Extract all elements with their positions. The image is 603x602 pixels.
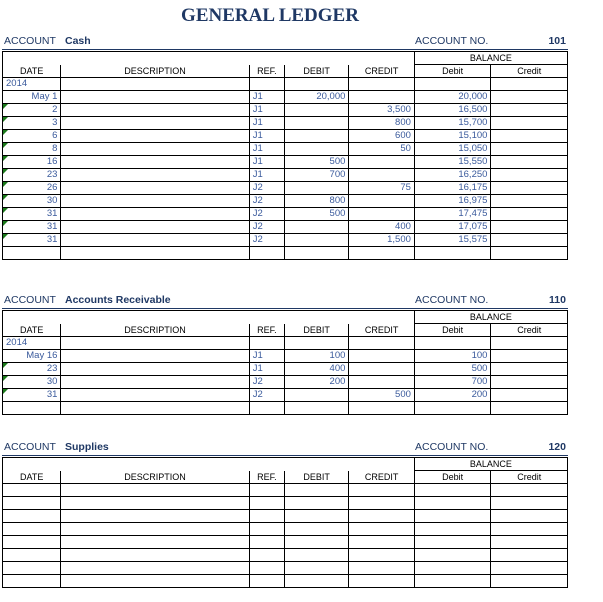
- cell-credit[interactable]: [349, 562, 415, 575]
- ledger-row: [3, 169, 568, 182]
- cell-debit[interactable]: 200: [284, 376, 348, 389]
- cell-debit[interactable]: 100: [284, 350, 348, 363]
- cell-debit[interactable]: 700: [284, 169, 348, 182]
- credit-header: CREDIT: [349, 65, 415, 78]
- cell-bal-debit[interactable]: [414, 523, 491, 536]
- date-header: DATE: [3, 65, 61, 78]
- cell-bal-debit[interactable]: 20,000: [414, 91, 491, 104]
- cell-debit[interactable]: 800: [284, 195, 348, 208]
- debit-header: DEBIT: [284, 65, 348, 78]
- cell-bal-credit[interactable]: [491, 117, 568, 130]
- cell-bal-credit[interactable]: [491, 350, 568, 363]
- cell-desc[interactable]: [61, 389, 249, 402]
- account-number: 110: [549, 294, 566, 306]
- ledger-row: [3, 208, 568, 221]
- cell-ref[interactable]: [249, 484, 284, 497]
- cell-credit[interactable]: [349, 536, 415, 549]
- cell-ref[interactable]: J2: [249, 195, 284, 208]
- cell-desc[interactable]: [61, 247, 249, 260]
- cell-date[interactable]: [3, 247, 61, 260]
- ledger-row: [3, 78, 568, 91]
- cell-credit[interactable]: [349, 376, 415, 389]
- ledger-row: [3, 510, 568, 523]
- ledger-row: [3, 523, 568, 536]
- ledger-row: [3, 156, 568, 169]
- cell-bal-debit[interactable]: [414, 402, 491, 415]
- cell-ref[interactable]: J1: [249, 156, 284, 169]
- account-header: [2, 35, 568, 50]
- cell-bal-credit[interactable]: [491, 497, 568, 510]
- cell-date[interactable]: [3, 523, 61, 536]
- cell-credit[interactable]: [349, 523, 415, 536]
- cell-bal-credit[interactable]: [491, 169, 568, 182]
- cell-bal-credit[interactable]: [491, 376, 568, 389]
- balance-debit-header: Debit: [414, 65, 491, 78]
- description-header: DESCRIPTION: [61, 471, 249, 484]
- cell-desc[interactable]: [61, 562, 249, 575]
- cell-date[interactable]: 2014: [3, 78, 61, 91]
- account-label: ACCOUNT: [4, 441, 56, 453]
- account-no-label: ACCOUNT NO.: [415, 441, 489, 453]
- cell-bal-credit[interactable]: [491, 195, 568, 208]
- cell-credit[interactable]: [349, 575, 415, 588]
- cell-bal-debit[interactable]: [414, 78, 491, 91]
- cell-credit[interactable]: [349, 195, 415, 208]
- ledger-row: [3, 91, 568, 104]
- ledger-row: [3, 182, 568, 195]
- cell-bal-credit[interactable]: [491, 234, 568, 247]
- cell-date[interactable]: May 1: [3, 91, 61, 104]
- header-spacer: [3, 311, 415, 324]
- cell-desc[interactable]: [61, 523, 249, 536]
- cell-debit[interactable]: [284, 247, 348, 260]
- cell-debit[interactable]: [284, 497, 348, 510]
- balance-debit-header: Debit: [414, 324, 491, 337]
- cell-desc[interactable]: [61, 350, 249, 363]
- cell-ref[interactable]: [249, 562, 284, 575]
- cell-desc[interactable]: [61, 78, 249, 91]
- ledger-row: [3, 536, 568, 549]
- cell-date[interactable]: 6: [3, 130, 61, 143]
- cell-credit[interactable]: [349, 350, 415, 363]
- cell-bal-credit[interactable]: [491, 549, 568, 562]
- cell-credit[interactable]: [349, 402, 415, 415]
- cell-date[interactable]: 31: [3, 221, 61, 234]
- cell-credit[interactable]: 400: [349, 221, 415, 234]
- cell-desc[interactable]: [61, 208, 249, 221]
- cell-bal-credit[interactable]: [491, 130, 568, 143]
- cell-bal-debit[interactable]: 15,050: [414, 143, 491, 156]
- cell-date[interactable]: 31: [3, 208, 61, 221]
- cell-date[interactable]: [3, 536, 61, 549]
- cell-bal-credit[interactable]: [491, 143, 568, 156]
- account-name: Accounts Receivable: [65, 294, 171, 306]
- cell-bal-debit[interactable]: [414, 562, 491, 575]
- credit-header: CREDIT: [349, 471, 415, 484]
- cell-desc[interactable]: [61, 497, 249, 510]
- header-spacer: [3, 458, 415, 471]
- account-section-cash: [2, 35, 568, 260]
- cell-bal-credit[interactable]: [491, 484, 568, 497]
- cell-date[interactable]: 2: [3, 104, 61, 117]
- cell-desc[interactable]: [61, 143, 249, 156]
- cell-bal-credit[interactable]: [491, 575, 568, 588]
- cell-bal-credit[interactable]: [491, 337, 568, 350]
- cell-ref[interactable]: [249, 549, 284, 562]
- cell-ref[interactable]: J2: [249, 221, 284, 234]
- cell-ref[interactable]: J1: [249, 363, 284, 376]
- cell-bal-credit[interactable]: [491, 221, 568, 234]
- cell-credit[interactable]: [349, 497, 415, 510]
- cell-credit[interactable]: 500: [349, 389, 415, 402]
- cell-date[interactable]: [3, 402, 61, 415]
- cell-desc[interactable]: [61, 104, 249, 117]
- cell-date[interactable]: 31: [3, 234, 61, 247]
- account-name: Supplies: [65, 441, 109, 453]
- cell-ref[interactable]: J2: [249, 376, 284, 389]
- account-label: ACCOUNT: [4, 294, 56, 306]
- ref-header: REF.: [249, 65, 284, 78]
- cell-credit[interactable]: [349, 91, 415, 104]
- balance-header-row: [3, 458, 568, 471]
- cell-date[interactable]: 16: [3, 156, 61, 169]
- cell-ref[interactable]: [249, 247, 284, 260]
- cell-ref[interactable]: J1: [249, 104, 284, 117]
- ledger-row: [3, 337, 568, 350]
- cell-date[interactable]: [3, 575, 61, 588]
- cell-credit[interactable]: [349, 156, 415, 169]
- date-header: DATE: [3, 471, 61, 484]
- cell-desc[interactable]: [61, 536, 249, 549]
- cell-bal-credit[interactable]: [491, 510, 568, 523]
- cell-debit[interactable]: [284, 78, 348, 91]
- balance-credit-header: Credit: [491, 324, 568, 337]
- cell-credit[interactable]: [349, 549, 415, 562]
- cell-desc[interactable]: [61, 130, 249, 143]
- account-header: [2, 294, 568, 309]
- cell-debit[interactable]: 400: [284, 363, 348, 376]
- cell-ref[interactable]: J1: [249, 130, 284, 143]
- account-section-supplies: [2, 441, 568, 588]
- cell-debit[interactable]: [284, 221, 348, 234]
- ledger-row: [3, 104, 568, 117]
- cell-desc[interactable]: [61, 221, 249, 234]
- cell-ref[interactable]: J2: [249, 389, 284, 402]
- cell-ref[interactable]: J1: [249, 169, 284, 182]
- cell-debit[interactable]: [284, 536, 348, 549]
- cell-desc[interactable]: [61, 117, 249, 130]
- cell-debit[interactable]: [284, 234, 348, 247]
- cell-desc[interactable]: [61, 376, 249, 389]
- cell-credit[interactable]: [349, 337, 415, 350]
- cell-bal-debit[interactable]: [414, 536, 491, 549]
- cell-date[interactable]: [3, 510, 61, 523]
- cell-ref[interactable]: [249, 523, 284, 536]
- cell-bal-credit[interactable]: [491, 363, 568, 376]
- cell-debit[interactable]: [284, 510, 348, 523]
- cell-bal-debit[interactable]: 16,250: [414, 169, 491, 182]
- cell-credit[interactable]: 600: [349, 130, 415, 143]
- cell-ref[interactable]: J2: [249, 182, 284, 195]
- cell-bal-credit[interactable]: [491, 91, 568, 104]
- cell-desc[interactable]: [61, 363, 249, 376]
- balance-label: BALANCE: [414, 458, 567, 471]
- cell-bal-debit[interactable]: 100: [414, 350, 491, 363]
- ledger-row: [3, 402, 568, 415]
- cell-ref[interactable]: J2: [249, 234, 284, 247]
- cell-date[interactable]: 23: [3, 169, 61, 182]
- cell-date[interactable]: 31: [3, 389, 61, 402]
- cell-bal-debit[interactable]: 16,175: [414, 182, 491, 195]
- cell-credit[interactable]: 800: [349, 117, 415, 130]
- cell-date[interactable]: 30: [3, 376, 61, 389]
- cell-bal-debit[interactable]: 16,500: [414, 104, 491, 117]
- column-header-row: [3, 65, 568, 78]
- account-section-accounts-receivable: [2, 294, 568, 415]
- balance-label: BALANCE: [414, 311, 567, 324]
- cell-desc[interactable]: [61, 156, 249, 169]
- ledger-table: [2, 457, 568, 588]
- cell-bal-debit[interactable]: 15,700: [414, 117, 491, 130]
- ref-header: REF.: [249, 324, 284, 337]
- cell-bal-credit[interactable]: [491, 104, 568, 117]
- ledger-table: [2, 310, 568, 415]
- account-header: [2, 441, 568, 456]
- debit-header: DEBIT: [284, 471, 348, 484]
- credit-header: CREDIT: [349, 324, 415, 337]
- cell-bal-credit[interactable]: [491, 78, 568, 91]
- cell-date[interactable]: May 16: [3, 350, 61, 363]
- cell-bal-debit[interactable]: [414, 484, 491, 497]
- cell-bal-debit[interactable]: [414, 575, 491, 588]
- cell-debit[interactable]: 500: [284, 208, 348, 221]
- cell-desc[interactable]: [61, 402, 249, 415]
- description-header: DESCRIPTION: [61, 65, 249, 78]
- cell-bal-debit[interactable]: 200: [414, 389, 491, 402]
- cell-debit[interactable]: [284, 104, 348, 117]
- cell-ref[interactable]: J1: [249, 143, 284, 156]
- cell-desc[interactable]: [61, 484, 249, 497]
- cell-date[interactable]: [3, 497, 61, 510]
- cell-desc[interactable]: [61, 510, 249, 523]
- cell-desc[interactable]: [61, 169, 249, 182]
- cell-bal-debit[interactable]: 700: [414, 376, 491, 389]
- cell-date[interactable]: 23: [3, 363, 61, 376]
- account-number: 101: [548, 35, 566, 47]
- cell-date[interactable]: [3, 549, 61, 562]
- cell-ref[interactable]: J1: [249, 350, 284, 363]
- date-header: DATE: [3, 324, 61, 337]
- cell-credit[interactable]: [349, 208, 415, 221]
- ledger-row: [3, 234, 568, 247]
- cell-debit[interactable]: [284, 130, 348, 143]
- cell-credit[interactable]: [349, 169, 415, 182]
- ledger-row: [3, 143, 568, 156]
- cell-debit[interactable]: [284, 523, 348, 536]
- balance-debit-header: Debit: [414, 471, 491, 484]
- cell-debit[interactable]: 20,000: [284, 91, 348, 104]
- description-header: DESCRIPTION: [61, 324, 249, 337]
- cell-credit[interactable]: 50: [349, 143, 415, 156]
- cell-bal-credit[interactable]: [491, 182, 568, 195]
- cell-ref[interactable]: J1: [249, 117, 284, 130]
- cell-date[interactable]: 26: [3, 182, 61, 195]
- account-no-label: ACCOUNT NO.: [415, 294, 489, 306]
- ledger-row: [3, 562, 568, 575]
- header-spacer: [3, 52, 415, 65]
- balance-label: BALANCE: [414, 52, 567, 65]
- cell-desc[interactable]: [61, 91, 249, 104]
- cell-bal-debit[interactable]: 15,100: [414, 130, 491, 143]
- cell-ref[interactable]: [249, 497, 284, 510]
- ledger-row: [3, 389, 568, 402]
- account-label: ACCOUNT: [4, 35, 56, 47]
- cell-desc[interactable]: [61, 182, 249, 195]
- cell-bal-credit[interactable]: [491, 536, 568, 549]
- cell-bal-debit[interactable]: [414, 510, 491, 523]
- cell-credit[interactable]: [349, 510, 415, 523]
- cell-bal-credit[interactable]: [491, 389, 568, 402]
- column-header-row: [3, 324, 568, 337]
- ledger-row: [3, 497, 568, 510]
- cell-ref[interactable]: J1: [249, 91, 284, 104]
- cell-date[interactable]: [3, 484, 61, 497]
- ledger-row: [3, 549, 568, 562]
- cell-debit[interactable]: [284, 484, 348, 497]
- account-number: 120: [548, 441, 566, 453]
- balance-header-row: [3, 52, 568, 65]
- cell-bal-credit[interactable]: [491, 523, 568, 536]
- cell-bal-credit[interactable]: [491, 208, 568, 221]
- cell-bal-debit[interactable]: 16,975: [414, 195, 491, 208]
- ledger-row: [3, 221, 568, 234]
- cell-bal-credit[interactable]: [491, 402, 568, 415]
- ledger-row: [3, 484, 568, 497]
- column-header-row: [3, 471, 568, 484]
- cell-bal-credit[interactable]: [491, 562, 568, 575]
- cell-bal-debit[interactable]: [414, 497, 491, 510]
- cell-ref[interactable]: [249, 536, 284, 549]
- cell-debit[interactable]: [284, 117, 348, 130]
- cell-bal-debit[interactable]: 15,575: [414, 234, 491, 247]
- cell-debit[interactable]: [284, 402, 348, 415]
- cell-date[interactable]: 3: [3, 117, 61, 130]
- cell-desc[interactable]: [61, 234, 249, 247]
- cell-date[interactable]: 2014: [3, 337, 61, 350]
- cell-credit[interactable]: [349, 247, 415, 260]
- cell-debit[interactable]: [284, 143, 348, 156]
- cell-bal-debit[interactable]: [414, 337, 491, 350]
- cell-bal-debit[interactable]: [414, 247, 491, 260]
- ledger-row: [3, 376, 568, 389]
- cell-debit[interactable]: [284, 337, 348, 350]
- cell-bal-debit[interactable]: 15,550: [414, 156, 491, 169]
- cell-desc[interactable]: [61, 575, 249, 588]
- cell-debit[interactable]: 500: [284, 156, 348, 169]
- cell-credit[interactable]: [349, 78, 415, 91]
- cell-date[interactable]: [3, 562, 61, 575]
- cell-credit[interactable]: [349, 484, 415, 497]
- cell-debit[interactable]: [284, 549, 348, 562]
- ledger-row: [3, 363, 568, 376]
- ledger-row: [3, 117, 568, 130]
- cell-desc[interactable]: [61, 337, 249, 350]
- cell-bal-credit[interactable]: [491, 247, 568, 260]
- cell-debit[interactable]: [284, 389, 348, 402]
- ledger-table: [2, 51, 568, 260]
- ledger-row: [3, 195, 568, 208]
- cell-ref[interactable]: [249, 402, 284, 415]
- debit-header: DEBIT: [284, 324, 348, 337]
- cell-credit[interactable]: 75: [349, 182, 415, 195]
- cell-ref[interactable]: [249, 78, 284, 91]
- cell-ref[interactable]: [249, 510, 284, 523]
- account-no-label: ACCOUNT NO.: [415, 35, 489, 47]
- cell-bal-debit[interactable]: 500: [414, 363, 491, 376]
- cell-credit[interactable]: [349, 363, 415, 376]
- cell-debit[interactable]: [284, 575, 348, 588]
- ledger-title: GENERAL LEDGER: [181, 5, 359, 26]
- balance-credit-header: Credit: [491, 471, 568, 484]
- ledger-row: [3, 575, 568, 588]
- balance-credit-header: Credit: [491, 65, 568, 78]
- cell-debit[interactable]: [284, 562, 348, 575]
- cell-credit[interactable]: 1,500: [349, 234, 415, 247]
- cell-ref[interactable]: [249, 575, 284, 588]
- ledger-row: [3, 350, 568, 363]
- ref-header: REF.: [249, 471, 284, 484]
- cell-bal-debit[interactable]: 17,475: [414, 208, 491, 221]
- ledger-row: [3, 130, 568, 143]
- cell-bal-credit[interactable]: [491, 156, 568, 169]
- cell-desc[interactable]: [61, 195, 249, 208]
- cell-credit[interactable]: 3,500: [349, 104, 415, 117]
- cell-ref[interactable]: [249, 337, 284, 350]
- balance-header-row: [3, 311, 568, 324]
- ledger-row: [3, 247, 568, 260]
- cell-date[interactable]: 8: [3, 143, 61, 156]
- cell-bal-debit[interactable]: [414, 549, 491, 562]
- account-name: Cash: [65, 35, 91, 47]
- cell-ref[interactable]: J2: [249, 208, 284, 221]
- cell-debit[interactable]: [284, 182, 348, 195]
- cell-bal-debit[interactable]: 17,075: [414, 221, 491, 234]
- cell-date[interactable]: 30: [3, 195, 61, 208]
- cell-desc[interactable]: [61, 549, 249, 562]
